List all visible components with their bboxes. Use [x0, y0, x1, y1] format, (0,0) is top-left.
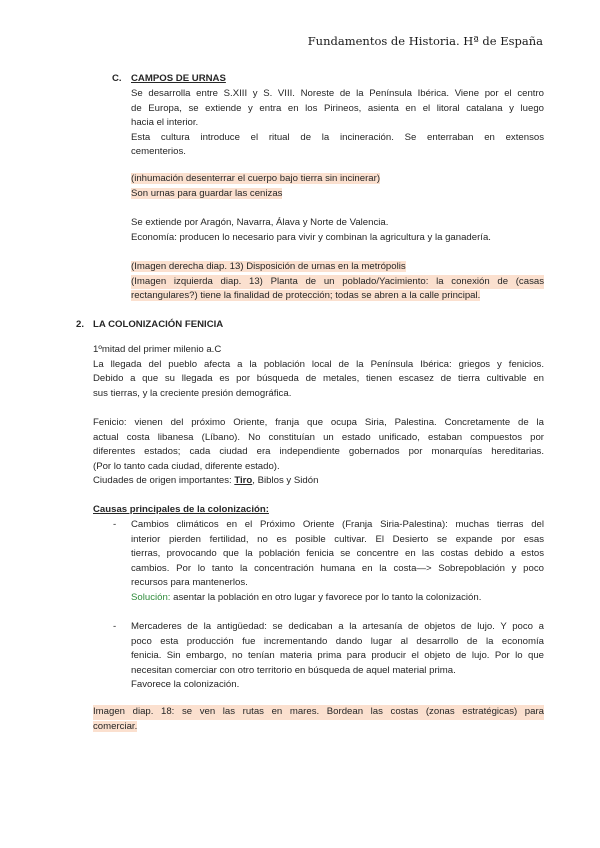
highlighted-note: (inhumación desenterrar el cuerpo bajo tierra sin incinerar): [131, 173, 381, 184]
section-c-line: de Europa, se extiende y entra en los Pirineos, asienta en el litoral catalana y luego: [131, 102, 544, 114]
cause-bullet-1: [131, 518, 544, 606]
origin-cities-rest: , Biblos y Sidón: [252, 475, 319, 487]
causes-title: Causas principales de la colonización:: [93, 504, 269, 515]
section-2-intro: [93, 343, 544, 401]
bullet-line: cambios. Por lo tanto la concentración humana en la costa—> Sobrepoblación y poco: [131, 562, 544, 574]
section-2-intro-line: sus tierras, y la creciente presión demográfica.: [93, 387, 292, 399]
highlighted-note: Imagen diap. 18: se ven las rutas en mares. Bordean las costas (zonas estratégicas) para: [93, 705, 544, 720]
origin-city-tiro: Tiro: [234, 475, 253, 487]
section-c-extent-block: [131, 216, 544, 245]
highlighted-note: comerciar.: [93, 720, 138, 732]
section-2-date: 1ºmitad del primer milenio a.C: [93, 344, 222, 355]
section-c-extent: Se extiende por Aragón, Navarra, Álava y Norte de Valencia.: [131, 217, 389, 228]
section-c-body: [131, 87, 544, 160]
section-2-phoenicians: [93, 416, 544, 489]
solution-text: asentar la población en otro lugar y favorece por lo tanto la colonización.: [170, 591, 482, 603]
section-c-image-notes: [131, 260, 544, 304]
highlighted-note: Son urnas para guardar las cenizas: [131, 187, 283, 199]
bullet-line: Favorece la colonización.: [131, 679, 240, 691]
origin-cities: [93, 474, 544, 489]
bullet-line: interior pierden fertilidad, no es posible cultivar. El Desierto se expande por esas: [131, 533, 544, 545]
section-2-intro-line: Debido a que su llegada es por búsqueda de metales, tienen escasez de tierra cultivable en: [93, 373, 544, 385]
section-2-intro-line: La llegada del pueblo afecta a la población local de la Península Ibérica: griegos y fenicios.: [93, 358, 544, 370]
section-c-number: C.: [112, 73, 122, 84]
bullet-line: necesitan comerciar con otro territorio en búsqueda de aquel material prima.: [131, 664, 456, 676]
bullet-marker: -: [113, 519, 117, 530]
section-c-line: hacia el interior.: [131, 117, 199, 129]
highlighted-note: (Imagen derecha diap. 13) Disposición de urnas en la metrópolis: [131, 261, 406, 272]
section-c-note: [131, 172, 544, 201]
final-image-note: [93, 705, 544, 734]
phoenician-line: Fenicio: vienen del próximo Oriente, franja que ocupa Siria, Palestina. Concretamente de la: [93, 417, 544, 428]
section-2-title: LA COLONIZACIÓN FENICIA: [93, 319, 224, 330]
section-c-economy: Economía: producen lo necesario para vivir y combinan la agricultura y la ganadería.: [131, 231, 491, 243]
bullet-marker: -: [113, 621, 117, 632]
section-2-number: 2.: [76, 319, 85, 330]
cause-bullet-2: [131, 620, 544, 693]
section-c-line: Esta cultura introduce el ritual de la incineración. Se enterraban en extensos: [131, 131, 544, 143]
section-c-line: Se desarrolla entre S.XIII y S. VIII. Noreste de la Península Ibérica. Viene por el centro: [131, 88, 544, 99]
phoenician-line: diferentes estados; cada ciudad era independiente gobernados por monarquías hereditarias.: [93, 446, 544, 458]
page-header: Fundamentos de Historia. Hª de España: [307, 34, 543, 48]
highlighted-note: rectangulares?) tiene la finalidad de protección; todas se abren a la calle principal.: [131, 290, 481, 302]
section-c-line: cementerios.: [131, 146, 186, 158]
bullet-line: tierras, provocando que la población fenicia se concentre en las costas debido a estos: [131, 548, 544, 560]
bullet-line: Mercaderes de la antigüedad: se dedicaban a la artesanía de objetos de lujo. Y poco a: [131, 621, 544, 632]
section-c-title: CAMPOS DE URNAS: [131, 73, 226, 84]
phoenician-line: actual costa libanesa (Líbano). No constituían un estado unificado, estaban compuestos por: [93, 431, 544, 443]
solution-label: Solución:: [131, 591, 171, 603]
bullet-line: recursos para mantenerlos.: [131, 577, 248, 589]
solution-line: [131, 591, 544, 606]
phoenician-line: (Por lo tanto cada ciudad, diferente estado).: [93, 460, 280, 472]
highlighted-note: (Imagen izquierda diap. 13) Planta de un poblado/Yacimiento: la conexión de (casas: [131, 275, 544, 290]
origin-cities-prefix: Ciudades de origen importantes:: [93, 475, 235, 487]
bullet-line: Cambios climáticos en el Próximo Oriente (Franja Siria-Palestina): muchas tierras del: [131, 519, 544, 530]
bullet-line: fenicia. Sin embargo, no tenían materia prima para producir el objeto de lujo. Por lo que: [131, 650, 544, 662]
bullet-line: poco esta producción fue incrementando dando lugar al desarrollo de la economía: [131, 635, 544, 647]
